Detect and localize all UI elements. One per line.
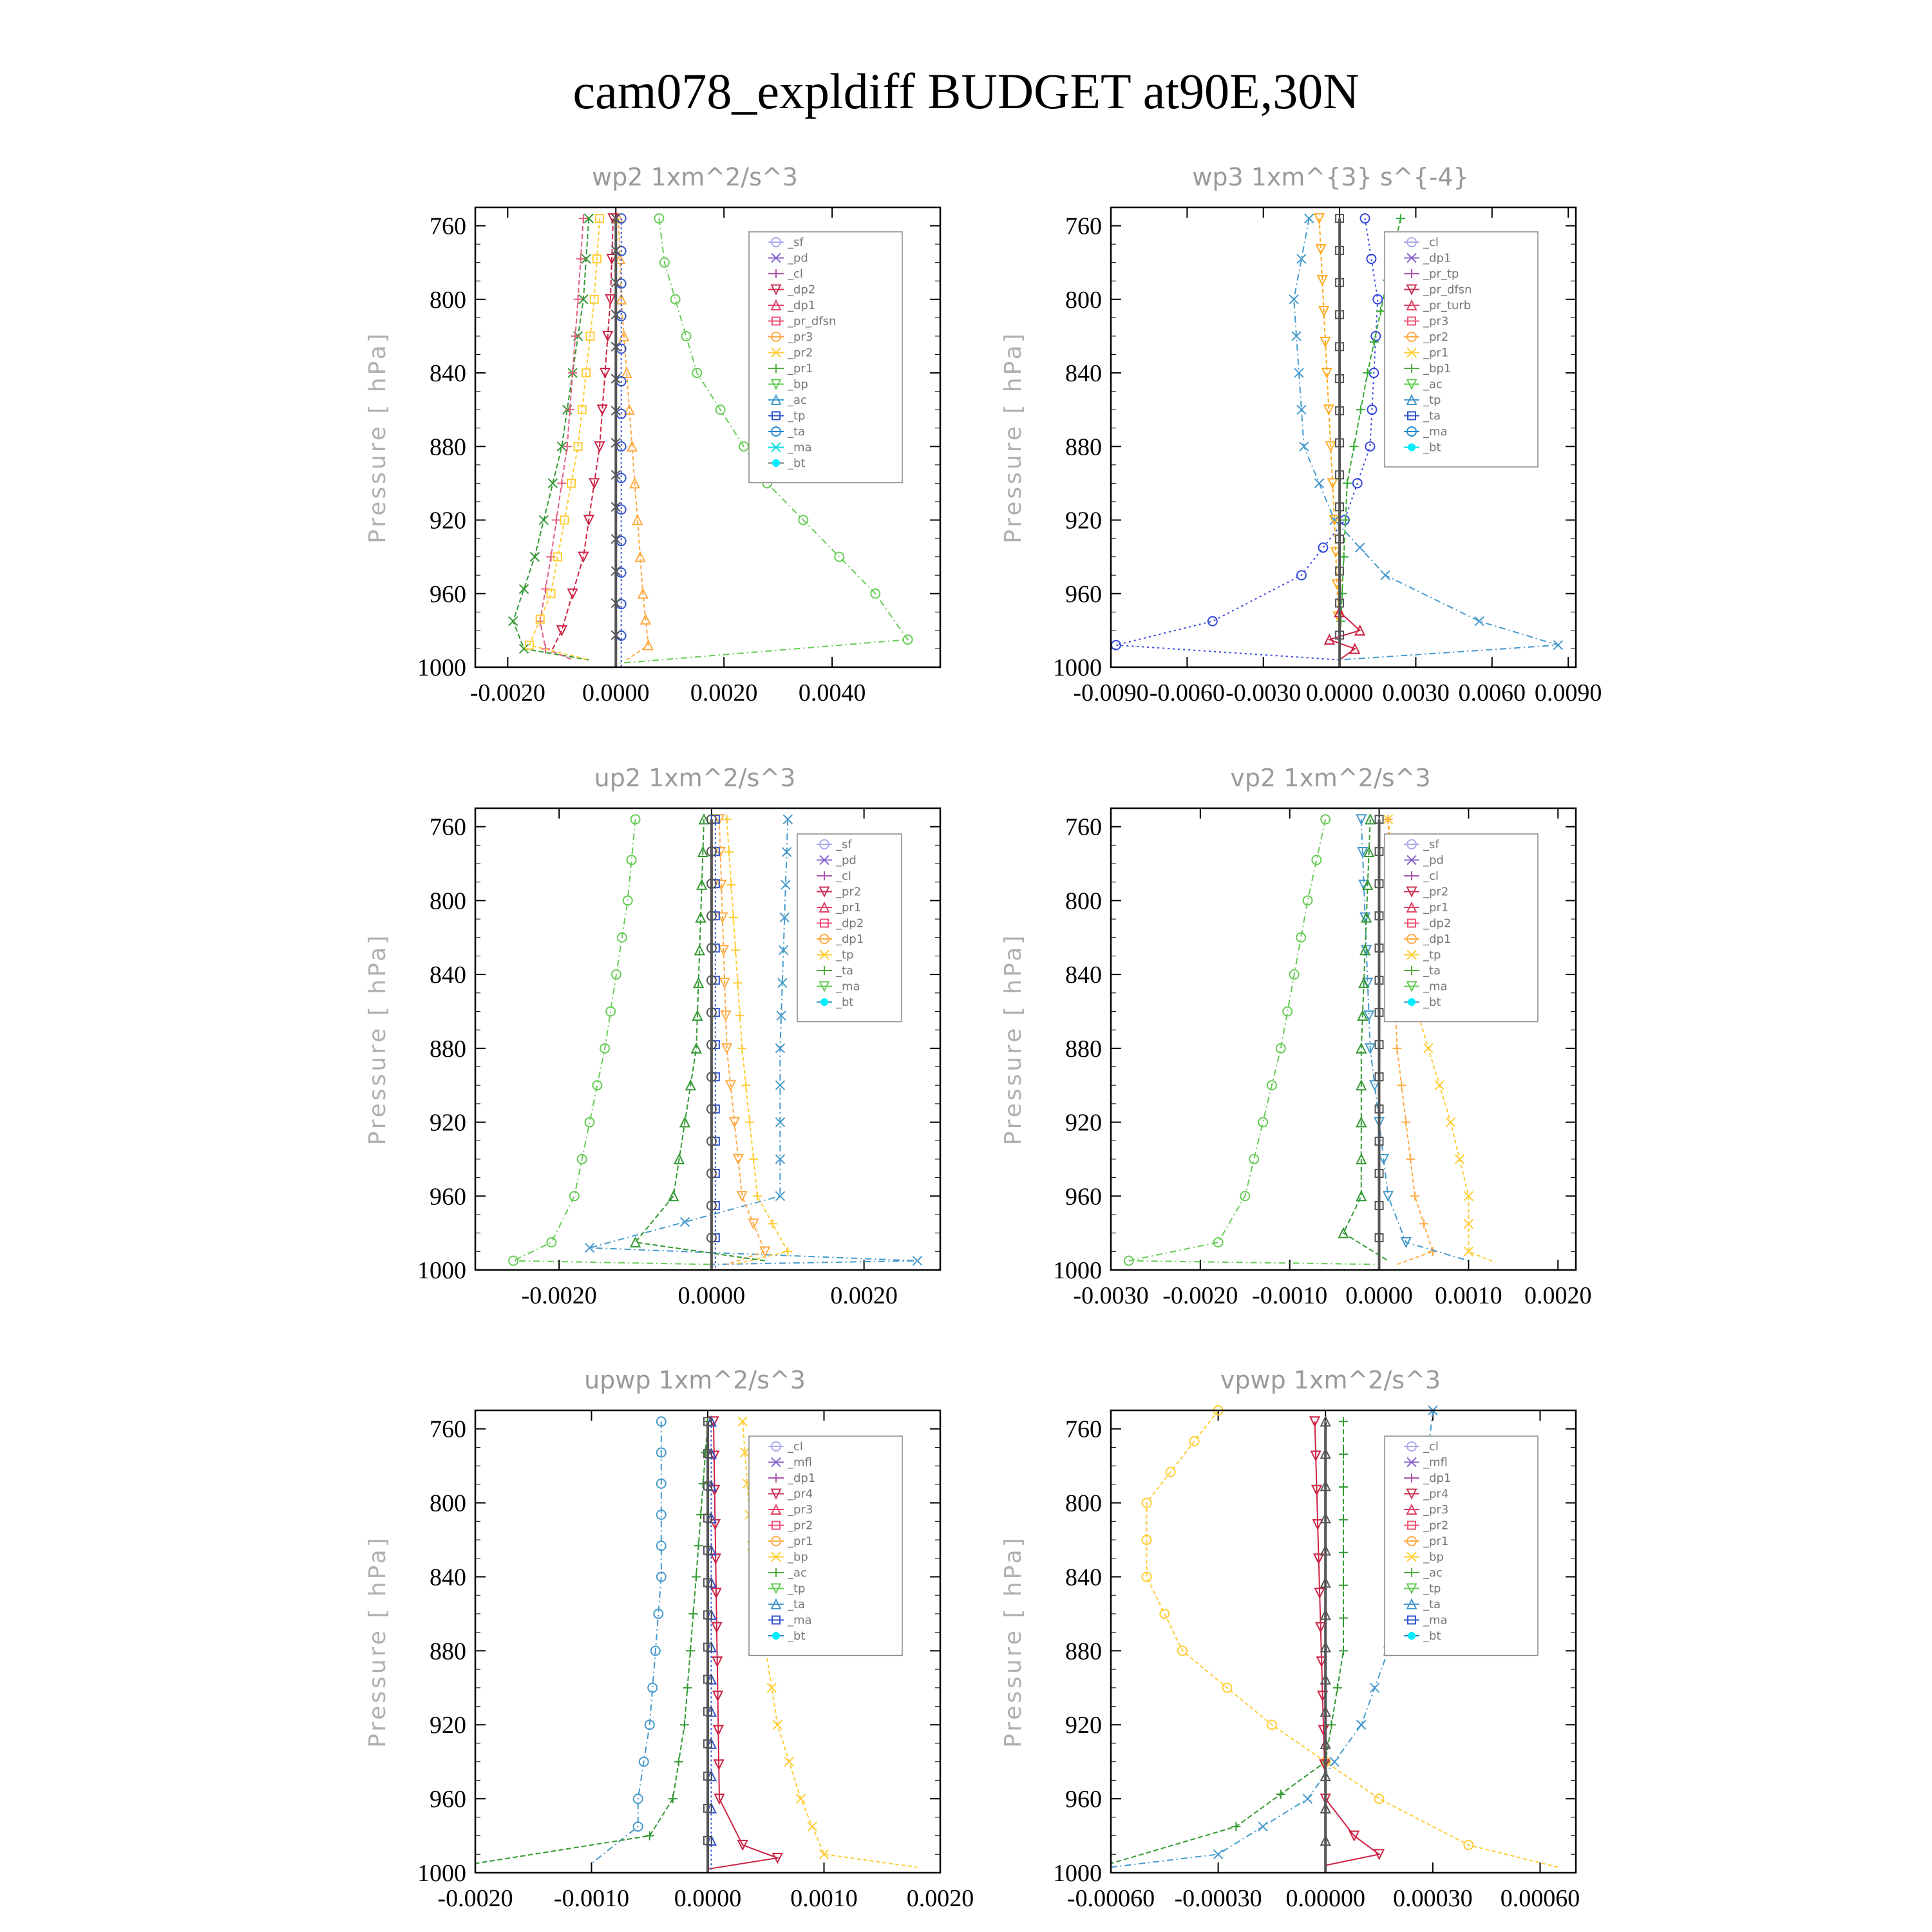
legend-label: _pr1	[836, 901, 862, 914]
series-_pr1-point	[731, 945, 740, 954]
series-_pr1-point	[1349, 442, 1358, 451]
x-tick-label: -0.0010	[553, 1885, 630, 1912]
series-_dp2-point	[1357, 1191, 1366, 1200]
y-tick-label: 800	[1065, 286, 1102, 314]
series-_pr2-point	[1397, 1081, 1406, 1090]
legend-label: _bt	[1423, 1629, 1441, 1643]
y-tick-label: 920	[1065, 1712, 1102, 1739]
series-_dp1-point	[606, 1007, 615, 1016]
legend-label: _ta	[788, 425, 806, 439]
x-tick-label: 0.0090	[1534, 679, 1602, 706]
series-_bp-point	[688, 1609, 697, 1618]
series-_pr1-point	[737, 1044, 746, 1053]
legend-label: _tp	[1423, 948, 1441, 962]
series-_dp2	[551, 218, 614, 652]
y-tick-label: 800	[1065, 887, 1102, 915]
y-tick-label: 880	[430, 1035, 466, 1063]
legend-label: _ta	[1423, 409, 1441, 423]
figure-title: cam078_expldiff BUDGET at90E,30N	[573, 63, 1359, 119]
y-tick-label: 1000	[417, 1860, 466, 1887]
series-_pr1-point	[1455, 1155, 1464, 1164]
legend-label: _pr2	[836, 885, 862, 899]
legend-label: _bp1	[1423, 362, 1452, 375]
legend-label: _pr2	[788, 1519, 813, 1533]
x-tick-label: 0.0000	[674, 1885, 742, 1912]
series-_pr1-point	[749, 1155, 758, 1164]
y-tick-label: 960	[1065, 580, 1102, 608]
series-_pr2-point	[1419, 1219, 1428, 1228]
series-_pr1-point	[1446, 1118, 1455, 1127]
series-_bp-point	[699, 1479, 708, 1488]
series-_pr1-point	[768, 1219, 777, 1228]
x-tick-label: -0.0030	[1226, 679, 1302, 706]
series-_tp-point	[1370, 1081, 1379, 1090]
series-_pr1-point	[735, 1011, 744, 1020]
legend-label: _pr_dfsn	[788, 314, 837, 328]
legend-marker	[1408, 998, 1416, 1006]
series-_dp1	[1129, 819, 1379, 1264]
legend-label: _bt	[1423, 440, 1441, 455]
legend-label: _dp1	[1423, 1472, 1452, 1485]
y-tick-label: 1000	[1053, 1860, 1102, 1887]
legend-marker	[772, 1632, 780, 1640]
y-tick-label: 960	[1065, 1183, 1102, 1211]
series-_bp-point	[1339, 1482, 1348, 1492]
x-tick-label: 0.00000	[1285, 1885, 1365, 1912]
legend-label: _dp1	[836, 933, 864, 946]
series-_bp-point	[1339, 1450, 1348, 1459]
legend-label: _cl	[836, 869, 851, 883]
series-_bp-point	[1339, 1581, 1348, 1590]
series-_ta-point	[1112, 641, 1121, 650]
series-_pr1-point	[753, 1191, 762, 1200]
legend-label: _pd	[1423, 853, 1444, 867]
legend-label: _pr1	[1423, 346, 1449, 360]
x-tick-label: 0.0000	[1305, 679, 1374, 706]
legend-label: _tp	[836, 948, 854, 962]
series-_tp-point	[1357, 1720, 1366, 1729]
legend-label: _pr_turb	[1423, 299, 1472, 312]
series-_dp1-point	[547, 1238, 556, 1247]
y-tick-label: 760	[430, 813, 466, 841]
legend-label: _ta	[1423, 964, 1441, 978]
series-_bp-point	[694, 1541, 703, 1550]
series-_pr1-point	[539, 516, 548, 525]
series-_dp1-point	[571, 332, 580, 341]
legend-label: _tp	[788, 409, 806, 423]
y-tick-label: 960	[430, 1786, 466, 1814]
series-_bp-point	[681, 332, 690, 341]
legend-label: _pr2	[1423, 330, 1449, 344]
legend-label: _pr_dfsn	[1423, 283, 1472, 297]
y-tick-label: 800	[1065, 1490, 1102, 1517]
series-_pr1-point	[548, 478, 557, 488]
y-tick-label: 920	[430, 1109, 466, 1137]
y-tick-label: 840	[1065, 1564, 1102, 1591]
series-_ta-point	[1365, 442, 1374, 451]
series-_pr1-point	[1396, 214, 1405, 223]
panel-title: wp3 1xm^{3} s^{-4}	[1192, 163, 1469, 191]
legend-label: _bt	[788, 1629, 806, 1643]
x-tick-label: -0.0010	[1252, 1282, 1328, 1309]
legend-label: _ma	[788, 440, 812, 455]
y-axis-label: Pressure [ hPa]	[1000, 933, 1027, 1146]
series-_dp1-point	[1258, 1118, 1267, 1127]
x-tick-label: 0.0000	[582, 679, 650, 706]
series-_tp-point	[1258, 1822, 1267, 1831]
legend-label: _mfl	[1423, 1455, 1448, 1470]
x-tick-label: 0.0060	[1458, 679, 1526, 706]
legend-label: _dp2	[836, 916, 864, 931]
series-_tp	[592, 1421, 661, 1863]
series-_pr3	[619, 218, 649, 660]
series-_tp-point	[1330, 1757, 1339, 1766]
legend-label: _pr3	[1423, 314, 1449, 328]
legend-label: _tp	[1423, 393, 1441, 407]
series-_pr1	[513, 218, 589, 660]
legend-label: _tp	[1423, 1582, 1441, 1596]
legend-label: _cl	[1423, 869, 1439, 883]
legend-label: _pr1	[1423, 1535, 1449, 1548]
legend-label: _ma	[788, 1613, 812, 1627]
series-_pr2	[529, 218, 600, 660]
y-tick-label: 960	[430, 1183, 466, 1211]
legend-label: _dp2	[1423, 916, 1452, 931]
y-tick-label: 880	[1065, 433, 1102, 461]
legend-label: _pr1	[788, 1535, 813, 1548]
x-tick-label: 0.0020	[1524, 1282, 1592, 1309]
y-axis-label: Pressure [ hPa]	[1000, 331, 1027, 544]
legend-label: _ma	[1423, 425, 1448, 439]
legend-label: _pr3	[788, 1503, 813, 1517]
y-tick-label: 800	[430, 286, 466, 314]
y-tick-label: 800	[430, 1490, 466, 1517]
panel-title: vp2 1xm^2/s^3	[1230, 764, 1431, 792]
panel-3	[365, 764, 940, 1309]
x-tick-label: -0.0030	[1073, 1282, 1149, 1309]
legend-label: _ac	[1423, 1566, 1443, 1580]
series-_dp2-point	[557, 626, 566, 635]
series-_bp-point	[1339, 1646, 1348, 1655]
y-tick-label: 920	[1065, 1109, 1102, 1137]
series-_pr1-point	[1376, 307, 1385, 316]
y-tick-label: 840	[430, 961, 466, 989]
series-_bp-point	[692, 1572, 701, 1581]
x-tick-label: 0.00060	[1500, 1885, 1580, 1912]
series-_dp1-point	[552, 516, 561, 525]
y-tick-label: 760	[1065, 813, 1102, 841]
legend-label: _dp1	[788, 1472, 816, 1485]
series-_dp1-point	[541, 585, 550, 594]
legend-label: _mfl	[788, 1455, 812, 1470]
y-tick-label: 1000	[1053, 1257, 1102, 1284]
series-_tp-point	[1370, 1683, 1379, 1692]
panel-5	[365, 1366, 974, 1912]
series-_bp-point	[1339, 1515, 1348, 1524]
series-_tp-point	[1303, 1794, 1312, 1803]
panel-2	[1000, 163, 1602, 706]
series-_pr2-point	[1401, 1118, 1410, 1127]
x-tick-label: -0.0020	[469, 679, 545, 706]
legend-label: _ma	[1423, 1613, 1448, 1627]
series-_pr2-point	[1392, 1044, 1401, 1053]
series-_pr1-point	[1435, 1081, 1444, 1090]
series-_tp-point	[1356, 543, 1365, 552]
series-_pr1-point	[530, 553, 539, 562]
series-_pr1-point	[1370, 337, 1379, 346]
y-tick-label: 760	[430, 213, 466, 240]
series-_dp1-point	[1312, 855, 1321, 864]
series-_pr1-point	[726, 880, 735, 889]
y-tick-label: 920	[430, 1712, 466, 1739]
y-axis-label: Pressure [ hPa]	[365, 1535, 391, 1748]
series-_pr1-point	[724, 848, 734, 857]
y-axis-label: Pressure [ hPa]	[365, 331, 391, 544]
legend-label: _pr1	[1423, 901, 1449, 914]
series-_pr1-point	[745, 1118, 754, 1127]
legend-label: _pr4	[1423, 1487, 1449, 1501]
y-tick-label: 1000	[1053, 654, 1102, 681]
y-tick-label: 1000	[417, 654, 466, 681]
legend-label: _bp	[1423, 1550, 1444, 1564]
legend-label: _dp1	[1423, 933, 1452, 946]
y-tick-label: 920	[1065, 507, 1102, 535]
series-_bp-point	[671, 295, 680, 304]
series-_pr2	[1320, 218, 1340, 649]
legend-label: _ac	[788, 1566, 807, 1580]
series-_dp1-point	[1249, 1155, 1258, 1164]
x-tick-label: 0.00030	[1393, 1885, 1473, 1912]
y-tick-label: 960	[1065, 1786, 1102, 1814]
panel-title: upwp 1xm^2/s^3	[584, 1366, 806, 1394]
legend-label: _pr4	[788, 1487, 813, 1501]
y-tick-label: 880	[1065, 1638, 1102, 1665]
series-_dp1-point	[536, 617, 545, 626]
legend-marker	[1408, 1632, 1416, 1640]
panel-4	[1000, 764, 1591, 1309]
legend-label: _dp1	[788, 299, 816, 312]
legend-label: _ta	[788, 1598, 806, 1611]
legend-label: _bp	[788, 377, 808, 392]
series-_pr2-point	[1406, 1155, 1415, 1164]
legend-label: _ta	[836, 964, 854, 978]
y-tick-label: 880	[430, 1638, 466, 1665]
legend-label: _pr2	[1423, 1519, 1449, 1533]
x-tick-label: -0.0020	[437, 1885, 513, 1912]
series-_bp-point	[674, 1757, 683, 1766]
y-axis-label: Pressure [ hPa]	[365, 933, 391, 1146]
legend-label: _cl	[1423, 1440, 1439, 1454]
y-tick-label: 880	[1065, 1035, 1102, 1063]
series-_tp-point	[1315, 478, 1324, 488]
series-_bp-point	[1276, 1790, 1285, 1799]
series-_bp-point	[1327, 1720, 1336, 1729]
series-_dp1-point	[1214, 1238, 1223, 1247]
legend-label: _sf	[836, 838, 852, 851]
legend-label: _cl	[788, 1440, 803, 1454]
series-_pr1-point	[1356, 405, 1365, 414]
y-tick-label: 760	[430, 1416, 466, 1443]
x-tick-label: 0.0010	[790, 1885, 858, 1912]
legend-label: _bt	[788, 457, 806, 470]
y-tick-label: 760	[1065, 213, 1102, 240]
y-tick-label: 800	[430, 887, 466, 915]
legend-label: _ma	[836, 980, 860, 994]
x-tick-label: -0.0060	[1149, 679, 1225, 706]
series-_bp-point	[1339, 1613, 1348, 1622]
y-tick-label: 1000	[417, 1257, 466, 1284]
legend-label: _bt	[1423, 996, 1441, 1009]
series-_pr1-point	[808, 1822, 817, 1831]
legend-label: _ac	[1423, 377, 1443, 392]
legend-label: _bt	[836, 996, 854, 1009]
legend-marker	[820, 998, 828, 1006]
series-_bp-point	[1339, 1548, 1348, 1557]
series-_pr1-point	[783, 1247, 792, 1256]
legend-marker	[1408, 444, 1416, 451]
legend-label: _cl	[788, 267, 803, 281]
legend-label: _dp1	[1423, 251, 1452, 265]
y-axis-label: Pressure [ hPa]	[1000, 1535, 1027, 1748]
series-_pr1-point	[1424, 1044, 1433, 1053]
legend-label: _pr2	[788, 346, 813, 360]
legend-label: _pd	[836, 853, 857, 867]
series-_dp1	[513, 819, 712, 1264]
series-_pr1-point	[733, 978, 742, 987]
series-_pr1-point	[1464, 1219, 1473, 1228]
series-_bp-point	[1333, 1683, 1342, 1692]
x-tick-label: 0.0020	[830, 1282, 898, 1309]
series-_dp1-point	[570, 1191, 579, 1200]
y-tick-label: 960	[430, 580, 466, 608]
x-tick-label: 0.0010	[1435, 1282, 1502, 1309]
x-tick-label: 0.0000	[1345, 1282, 1413, 1309]
panel-title: vpwp 1xm^2/s^3	[1220, 1366, 1441, 1394]
series-_dp2-point	[568, 589, 577, 598]
legend-label: _sf	[788, 236, 804, 249]
series-_pr1-point	[741, 1081, 750, 1090]
series-_dp1-point	[557, 478, 566, 488]
series-_pr1-point	[729, 913, 738, 922]
series-_bp-point	[1339, 1417, 1348, 1426]
x-tick-label: 0.0000	[677, 1282, 746, 1309]
series-_tp-point	[913, 1256, 922, 1265]
series-_pr2	[719, 819, 765, 1264]
panel-title: wp2 1xm^2/s^3	[592, 163, 798, 191]
legend-label: _cl	[1423, 236, 1439, 249]
series-_bp-point	[1231, 1822, 1240, 1831]
series-_ta-point	[1318, 543, 1327, 552]
legend-label: _dp2	[788, 283, 816, 297]
x-tick-label: 0.0020	[906, 1885, 974, 1912]
series-_bp-point	[683, 1683, 692, 1692]
legend-label: _pr3	[1423, 1503, 1449, 1517]
y-tick-label: 840	[430, 360, 466, 388]
legend-label: _bp	[788, 1550, 808, 1564]
x-tick-label: -0.00060	[1066, 1885, 1155, 1912]
panel-1	[365, 163, 940, 706]
y-tick-label: 840	[430, 1564, 466, 1591]
x-tick-label: 0.0030	[1382, 679, 1450, 706]
series-_tp-point	[657, 1541, 666, 1550]
legend-box	[1385, 834, 1538, 1022]
legend-label: _sf	[1423, 838, 1439, 851]
series-_pr1-point	[520, 585, 529, 594]
series-_pr1-point	[796, 1794, 805, 1803]
x-tick-label: 0.0020	[690, 679, 758, 706]
panel-6	[1000, 1366, 1580, 1912]
series-_pr1-point	[1343, 478, 1352, 488]
legend-label: _pd	[788, 251, 808, 265]
y-tick-label: 760	[1065, 1416, 1102, 1443]
series-_ta-point	[1208, 617, 1217, 626]
x-tick-label: 0.0040	[798, 679, 866, 706]
y-tick-label: 920	[430, 507, 466, 535]
series-_pr2-point	[1410, 1191, 1419, 1200]
series-_bp-point	[686, 1646, 695, 1655]
series-_tp-point	[1475, 617, 1484, 626]
x-tick-label: -0.0090	[1073, 679, 1149, 706]
legend-label: _pr3	[788, 330, 813, 344]
series-_bp-point	[645, 1832, 654, 1841]
legend-label: _pr2	[1423, 885, 1449, 899]
series-_pr1-point	[773, 1720, 782, 1729]
series-_tp-point	[1381, 571, 1390, 580]
legend-label: _pr1	[788, 362, 813, 375]
y-tick-label: 840	[1065, 961, 1102, 989]
x-tick-label: -0.0020	[521, 1282, 597, 1309]
legend-label: _ma	[1423, 980, 1448, 994]
series-_tp-point	[1553, 641, 1562, 650]
panel-title: up2 1xm^2/s^3	[594, 764, 796, 792]
x-tick-label: -0.0020	[1162, 1282, 1238, 1309]
legend-marker	[772, 459, 780, 467]
series-_tp-point	[680, 1217, 689, 1226]
legend-label: _tp	[788, 1582, 806, 1596]
legend-label: _ac	[788, 393, 807, 407]
series-_pr1-point	[784, 1757, 793, 1766]
y-tick-label: 840	[1065, 360, 1102, 388]
series-_bp-point	[680, 1720, 689, 1729]
y-tick-label: 880	[430, 433, 466, 461]
x-tick-label: -0.00030	[1174, 1885, 1262, 1912]
series-_pr1-point	[509, 617, 518, 626]
legend-label: _pr_tp	[1423, 267, 1459, 281]
series-_pr1-point	[1375, 1794, 1384, 1803]
legend-label: _ta	[1423, 1598, 1441, 1611]
series-_dp1-point	[509, 1256, 518, 1265]
series-_bp-point	[668, 1794, 677, 1803]
